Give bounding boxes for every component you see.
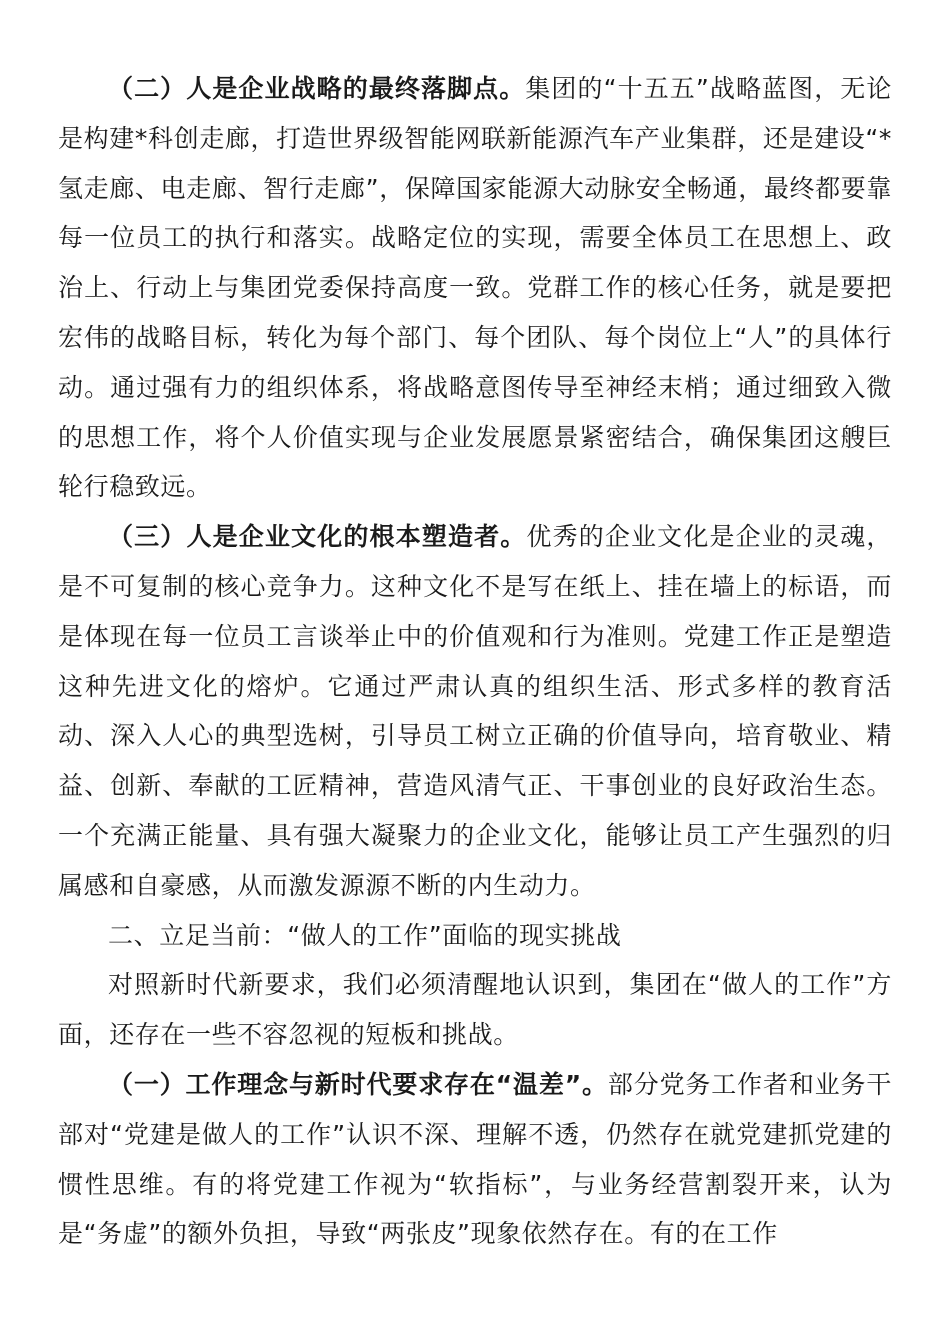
paragraph-strategy	[58, 64, 892, 512]
paragraph-concept-gap	[58, 1060, 892, 1259]
paragraph-lead: （三）人是企业文化的根本塑造者。	[108, 522, 527, 552]
paragraph-culture	[58, 512, 892, 910]
paragraph-body: 部分党务工作者和业务干部对“党建是做人的工作”认识不深、理解不透，仍然存在就党建抓党建的惯性思维。有的将党建工作视为“软指标”，与业务经营割裂开来，认为是“务虚”的额外负担，导致“两张皮”现象依然存在。有的在工作	[58, 1069, 892, 1249]
paragraph-lead: （一）工作理念与新时代要求存在“温差”。	[108, 1069, 608, 1099]
paragraph-body: 优秀的企业文化是企业的灵魂，是不可复制的核心竞争力。这种文化不是写在纸上、挂在墙上的标语，而是体现在每一位员工言谈举止中的价值观和行为准则。党建工作正是塑造这种先进文化的熔炉。它通过严肃认真的组织生活、形式多样的教育活动、深入人心的典型选树，引导员工树立正确的价值导向，培育敬业、精益、创新、奉献的工匠精神，营造风清气正、干事创业的良好政治生态。一个充满正能量、具有强大凝聚力的企业文化，能够让员工产生强烈的归属感和自豪感，从而激发源源不断的内生动力。	[58, 522, 892, 900]
document-page	[58, 64, 892, 1259]
paragraph-body: 对照新时代新要求，我们必须清醒地认识到，集团在“做人的工作”方面，还存在一些不容忽视的短板和挑战。	[58, 970, 892, 1050]
paragraph-lead: （二）人是企业战略的最终落脚点。	[108, 74, 526, 103]
paragraph-intro	[58, 960, 892, 1060]
section-heading: 二、立足当前：“做人的工作”面临的现实挑战	[108, 920, 622, 950]
paragraph-body: 集团的“十五五”战略蓝图，无论是构建*科创走廊，打造世界级智能网联新能源汽车产业集群，还是建设“*氢走廊、电走廊、智行走廊”，保障国家能源大动脉安全畅通，最终都要靠每一位员工的执行和落实。战略定位的实现，需要全体员工在思想上、政治上、行动上与集团党委保持高度一致。党群工作的核心任务，就是要把宏伟的战略目标，转化为每个部门、每个团队、每个岗位上“人”的具体行动。通过强有力的组织体系，将战略意图传导至神经末梢；通过细致入微的思想工作，将个人价值实现与企业发展愿景紧密结合，确保集团这艘巨轮行稳致远。	[58, 74, 892, 502]
